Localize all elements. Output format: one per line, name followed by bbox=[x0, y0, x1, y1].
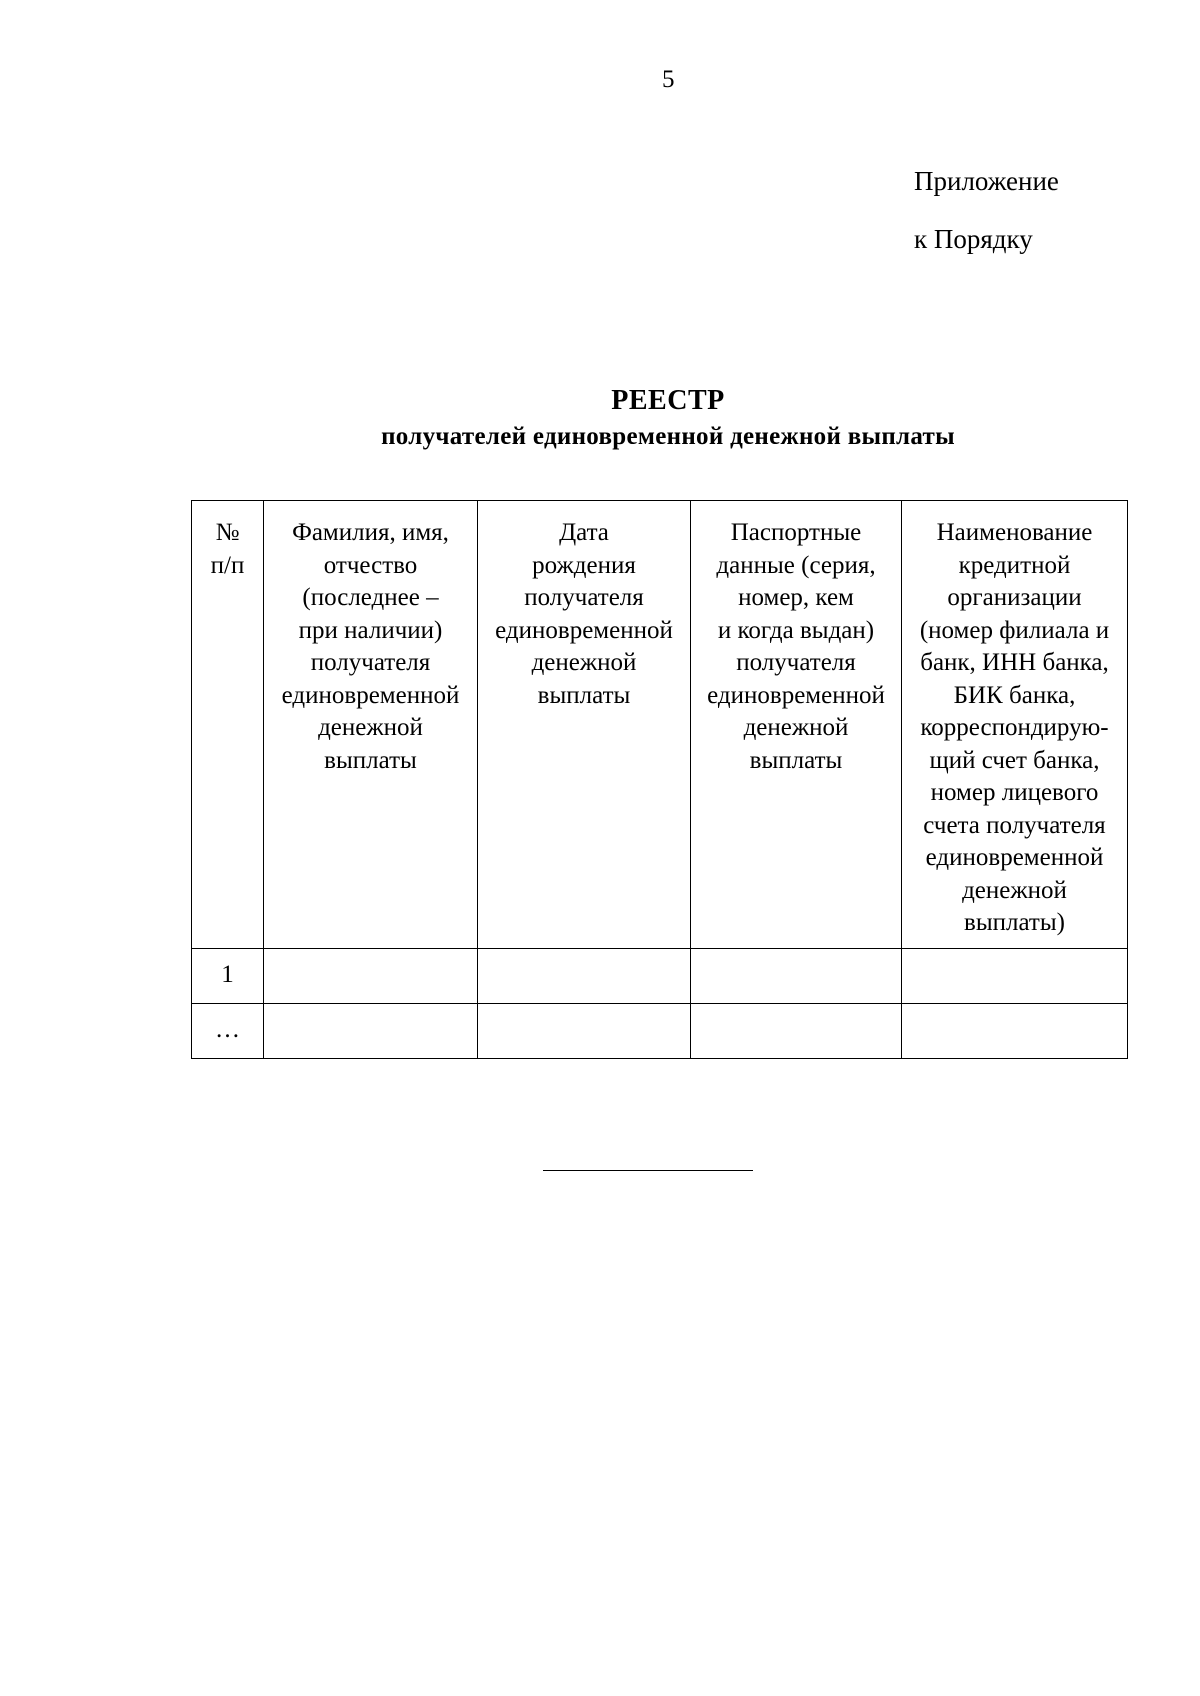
header-bank-details bbox=[902, 501, 1128, 949]
header-number bbox=[192, 501, 264, 949]
table-cell bbox=[264, 948, 478, 1003]
table-row bbox=[192, 1003, 1128, 1058]
document-subtitle: получателей единовременной денежной выплаты bbox=[381, 423, 955, 450]
header-birth-date bbox=[478, 501, 691, 949]
table-cell bbox=[691, 1003, 902, 1058]
header-passport-data-label: Паспортные данные (серия, номер, кем и когда выдан) получателя единовременной денежной выплаты bbox=[707, 519, 885, 774]
header-number-label: № п/п bbox=[210, 519, 245, 579]
table-cell: 1 bbox=[192, 948, 264, 1003]
closing-rule-divider bbox=[543, 1170, 753, 1171]
table-row bbox=[192, 948, 1128, 1003]
table-cell bbox=[478, 948, 691, 1003]
table-cell bbox=[264, 1003, 478, 1058]
header-full-name-label: Фамилия, имя, отчество (последнее – при наличии) получателя единовременной денежной выплаты bbox=[281, 519, 460, 774]
table-header-row bbox=[192, 501, 1128, 949]
table-cell bbox=[902, 1003, 1128, 1058]
table-cell bbox=[478, 1003, 691, 1058]
registry-table bbox=[191, 500, 1128, 1059]
header-bank-details-label: Наименование кредитной организации (номер филиала и банк, ИНН банка, БИК банка, корреспондирую- щий счет банка, номер лицевого счета получателя единовременной денежной выплаты) bbox=[919, 519, 1110, 936]
page-number: 5 bbox=[662, 66, 675, 93]
header-full-name bbox=[264, 501, 478, 949]
table-cell: … bbox=[192, 1003, 264, 1058]
table-cell bbox=[691, 948, 902, 1003]
header-birth-date-label: Дата рождения получателя единовременной денежной выплаты bbox=[495, 519, 673, 709]
table-cell bbox=[902, 948, 1128, 1003]
document-title: РЕЕСТР bbox=[611, 385, 725, 416]
appendix-reference: к Порядку bbox=[914, 224, 1033, 254]
header-passport-data bbox=[691, 501, 902, 949]
appendix-label: Приложение bbox=[914, 166, 1059, 196]
